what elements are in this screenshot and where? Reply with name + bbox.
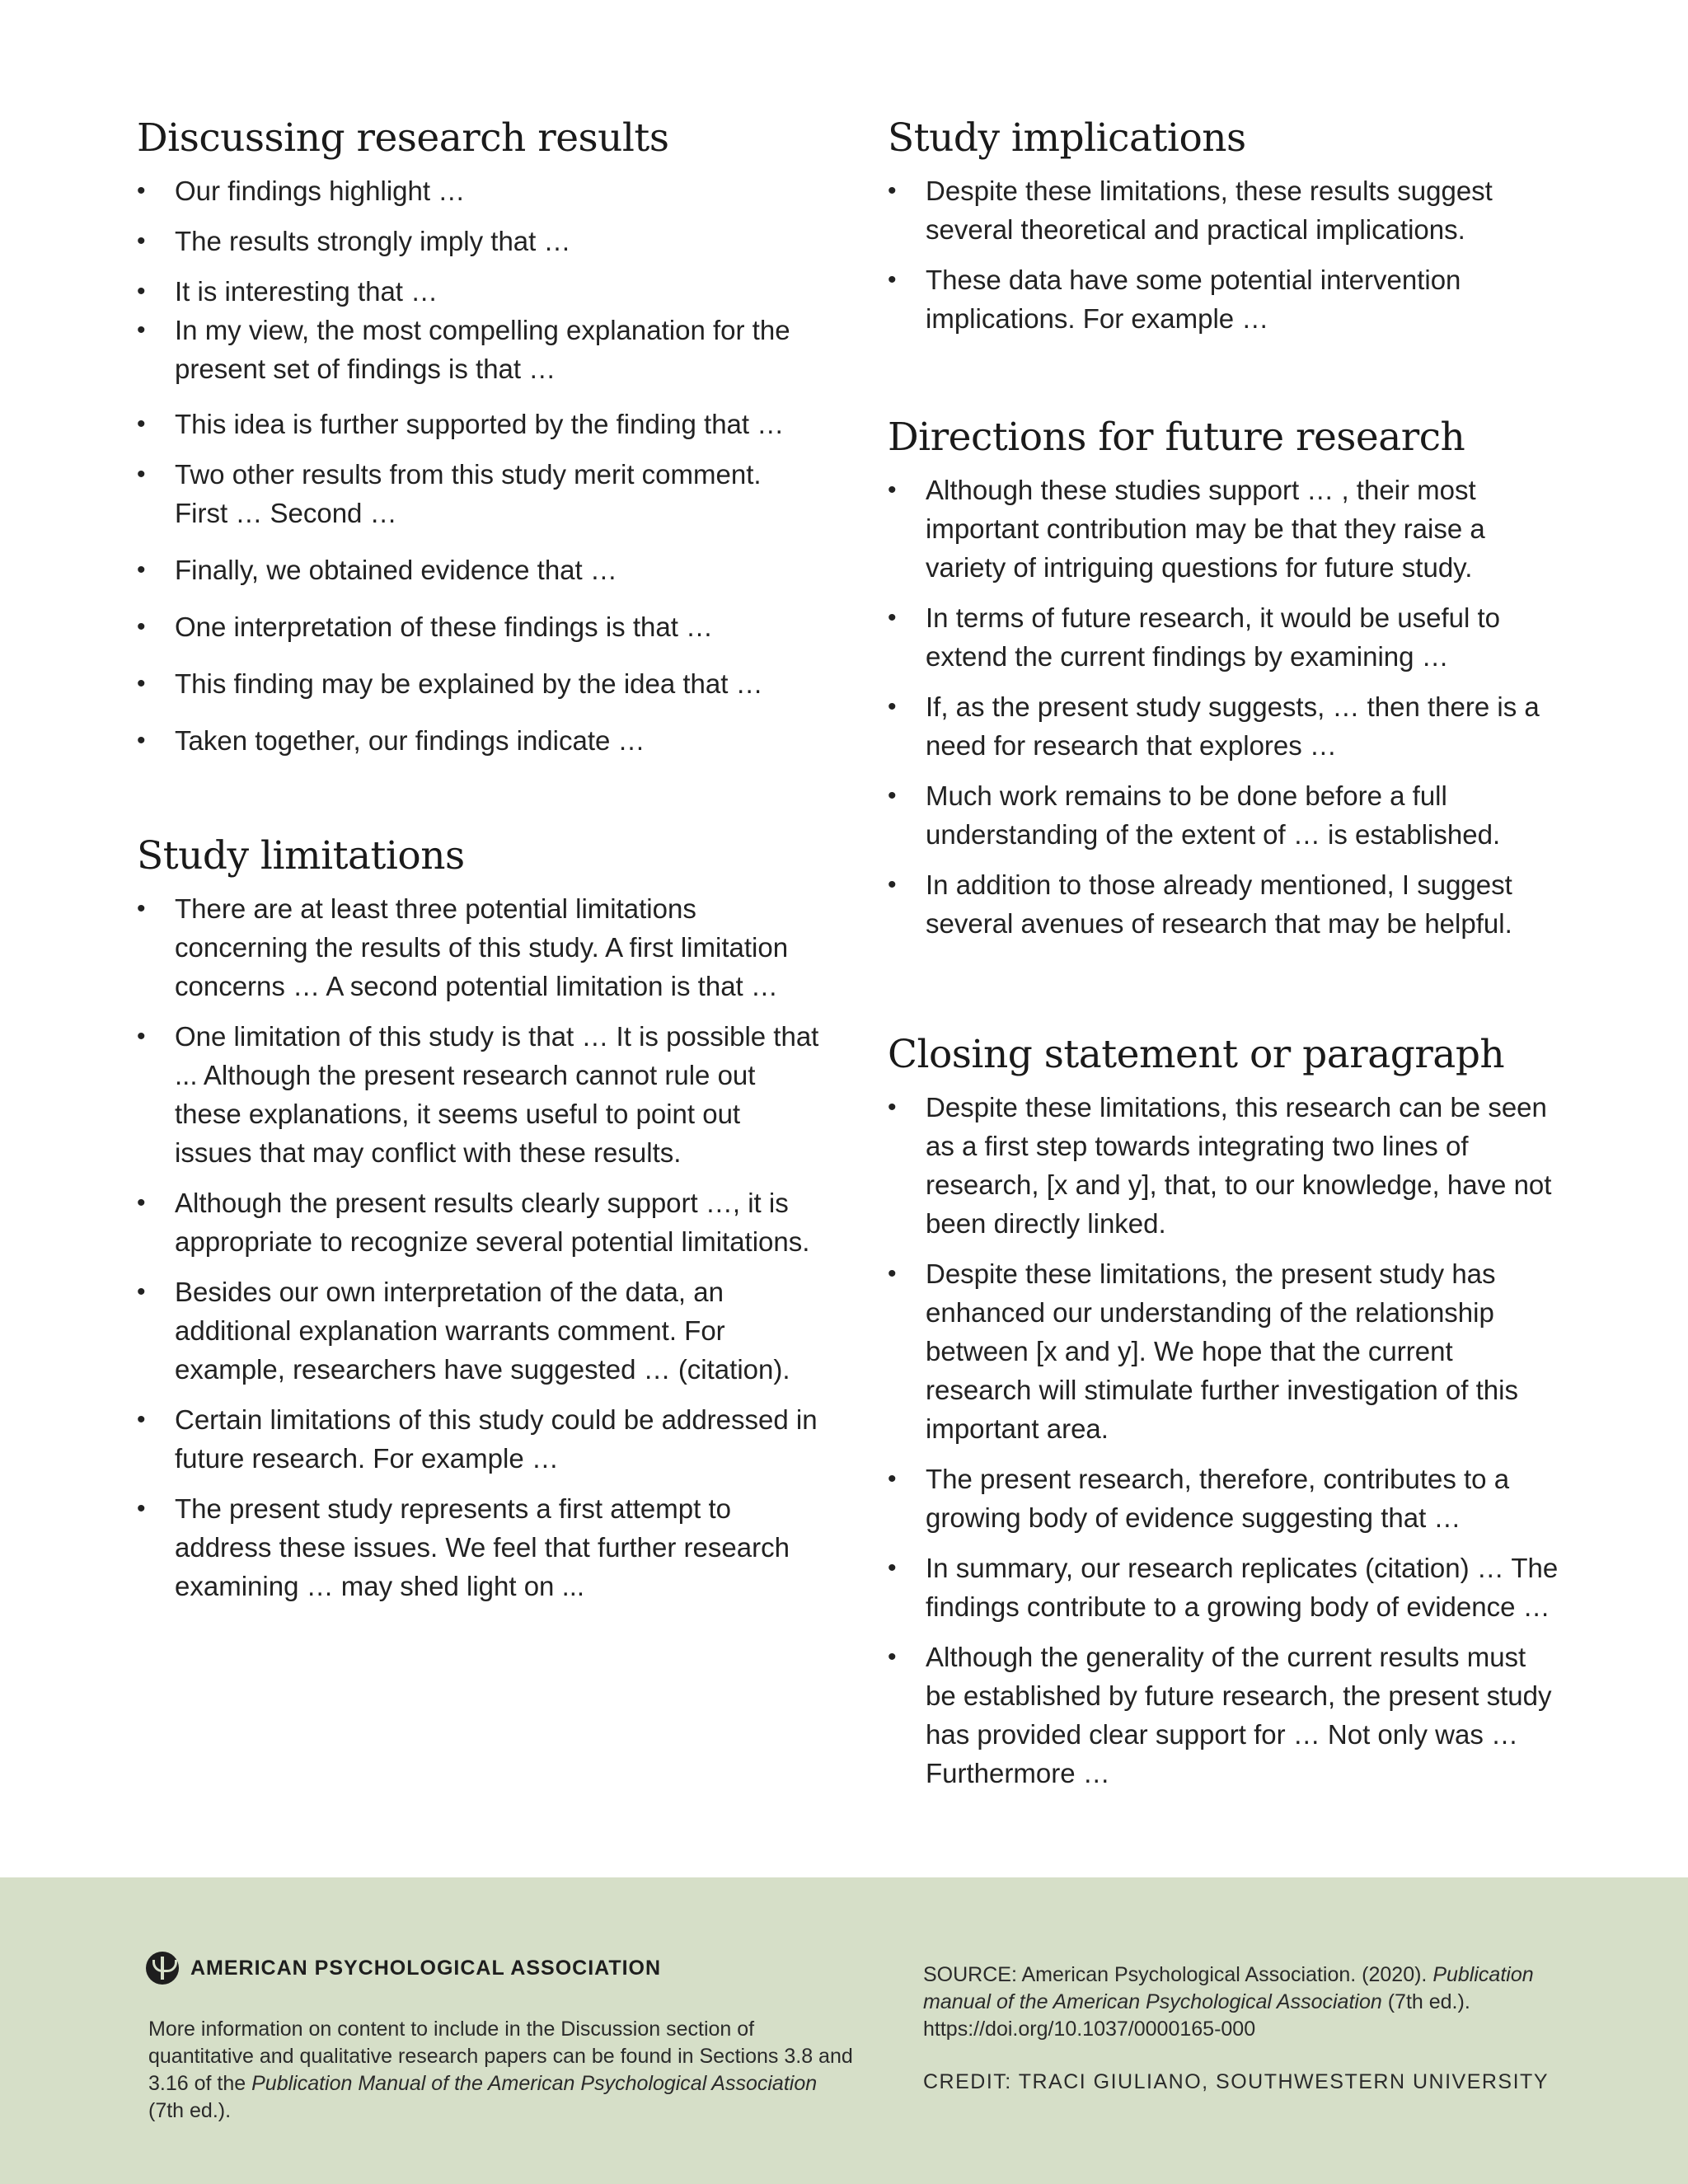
section-title: Closing statement or paragraph (888, 1032, 1505, 1077)
list-item: • In terms of future research, it would be useful to extend the current findings by examining … (888, 598, 1564, 676)
section-title: Discussing research results (137, 115, 669, 161)
list-item: • It is interesting that … (137, 272, 821, 311)
bullet-list (137, 889, 821, 1605)
list-item: • One interpretation of these findings is that … (137, 607, 821, 646)
section-discussing (137, 115, 821, 760)
list-item: • There are at least three potential limitations concerning the results of this study. A first limitation concerns … A second potential limitation is that … (137, 889, 821, 1005)
bullet-list (888, 171, 1564, 338)
list-item: • Much work remains to be done before a full understanding of the extent of … is established. (888, 776, 1564, 854)
list-item: • Taken together, our findings indicate … (137, 721, 821, 760)
source-citation (923, 1961, 1550, 2043)
credit-line: CREDIT: TRACI GIULIANO, SOUTHWESTERN UNIVERSITY (923, 2070, 1550, 2093)
bullet-list (888, 1088, 1564, 1793)
bullet-list (137, 171, 821, 760)
list-item: • The results strongly imply that … (137, 222, 821, 260)
list-item: • Despite these limitations, this research can be seen as a first step towards integrating two lines of research, [x and y], that, to our knowledge, have not been directly linked. (888, 1088, 1564, 1243)
list-item: • In summary, our research replicates (citation) … The findings contribute to a growing body of evidence … (888, 1549, 1564, 1626)
section-closing (888, 1032, 1564, 1793)
list-item: • Two other results from this study merit comment. First … Second … (137, 455, 821, 532)
list-item: • If, as the present study suggests, … then there is a need for research that explores … (888, 687, 1564, 765)
list-item: • Although the generality of the current results must be established by future research, the present study has provided clear support for … Not only was … Furthermore … (888, 1638, 1564, 1793)
apa-logo (146, 1952, 661, 1985)
section-title: Directions for future research (888, 415, 1465, 460)
list-item: • This idea is further supported by the finding that … (137, 405, 821, 443)
section-title: Study implications (888, 115, 1246, 161)
section-implications (888, 115, 1564, 338)
note-text: More information on content to include in the Discussion section of quantitative and qualitative research papers can be found in Sections 3.8 and 3.16 of the (148, 2018, 853, 2095)
note-suffix: (7th ed.). (148, 2099, 232, 2122)
footer-note (148, 2016, 857, 2125)
source-italic: Publication manual of the American Psychological Association (923, 1963, 1534, 2013)
org-name: AMERICAN PSYCHOLOGICAL ASSOCIATION (190, 1956, 662, 1980)
note-italic: Publication Manual of the American Psychological Association (251, 2072, 818, 2095)
list-item: • The present research, therefore, contributes to a growing body of evidence suggesting that … (888, 1460, 1564, 1537)
bullet-list (888, 471, 1564, 943)
section-limitations (137, 833, 821, 1605)
list-item: • One limitation of this study is that … It is possible that ... Although the present research cannot rule out these explanations, it seems useful to point out issues that may conflict with these results. (137, 1017, 821, 1172)
list-item: • Besides our own interpretation of the data, an additional explanation warrants comment. For example, researchers have suggested … (citation). (137, 1272, 821, 1389)
list-item: • These data have some potential intervention implications. For example … (888, 260, 1564, 338)
list-item: • The present study represents a first attempt to address these issues. We feel that further research examining … may shed light on ... (137, 1489, 821, 1605)
list-item: • Finally, we obtained evidence that … (137, 551, 821, 589)
apa-psi-icon (146, 1952, 179, 1985)
list-item: • In addition to those already mentioned, I suggest several avenues of research that may be helpful. (888, 865, 1564, 943)
list-item: • Despite these limitations, these results suggest several theoretical and practical implications. (888, 171, 1564, 249)
list-item: • Despite these limitations, the present study has enhanced our understanding of the relationship between [x and y]. We hope that the current research will stimulate further investigation of this important area. (888, 1254, 1564, 1448)
list-item: • This finding may be explained by the idea that … (137, 664, 821, 703)
source-text: SOURCE: American Psychological Association. (2020). (923, 1963, 1433, 1986)
list-item: • In my view, the most compelling explanation for the present set of findings is that … (137, 311, 821, 388)
source-suffix: (7th ed.). https://doi.org/10.1037/0000165-000 (923, 1990, 1470, 2041)
list-item: • Although these studies support … , their most important contribution may be that they raise a variety of intriguing questions for future study. (888, 471, 1564, 587)
section-future (888, 415, 1564, 943)
list-item: • Certain limitations of this study could be addressed in future research. For example … (137, 1400, 821, 1478)
section-title: Study limitations (137, 833, 465, 879)
list-item: • Our findings highlight … (137, 171, 821, 210)
list-item: • Although the present results clearly support …, it is appropriate to recognize several potential limitations. (137, 1183, 821, 1261)
